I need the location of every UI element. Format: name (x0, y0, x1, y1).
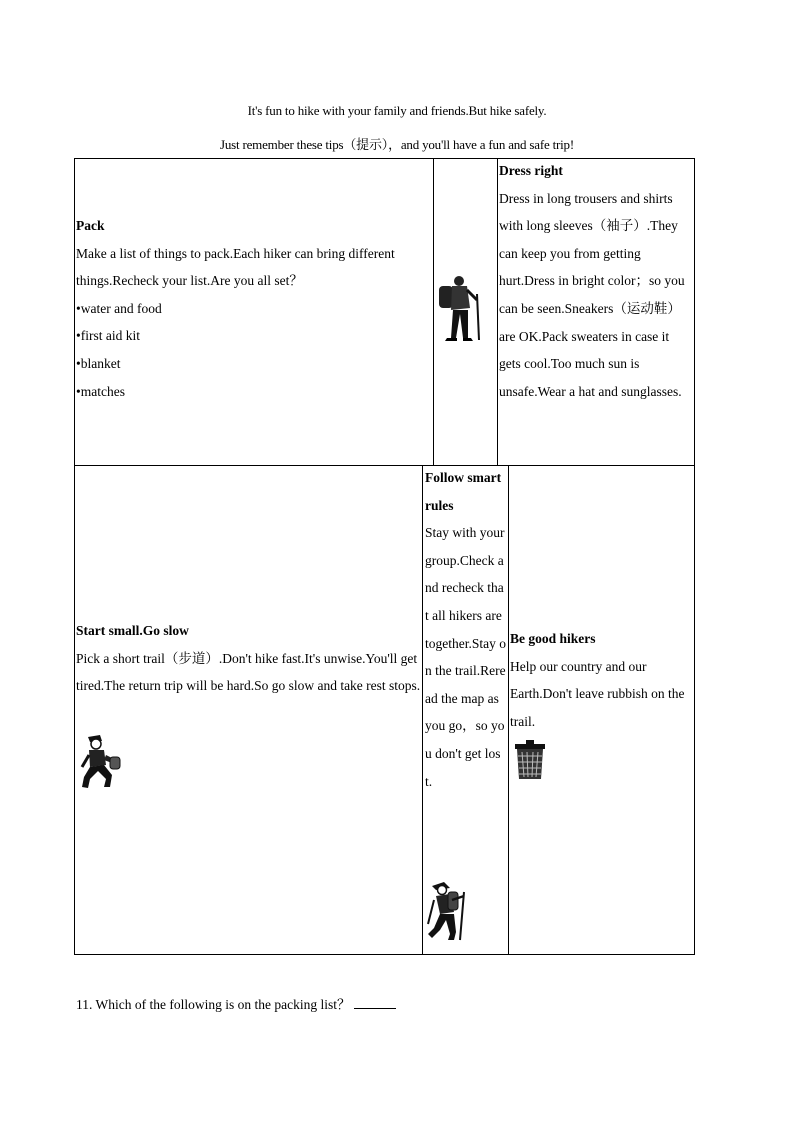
answer-blank[interactable] (354, 996, 396, 1009)
follow-section (425, 464, 507, 795)
dress-body: Dress in long trousers and shirts with long sleeves（袖子）.They can keep you from getting hurt.Dress in bright color；so you can be seen.Sneakers（运动鞋）are OK.Pack sweaters in case it gets cool.Too much sun is unsafe.Wear a hat and sunglasses. (499, 190, 685, 399)
sitting-hiker-icon (80, 733, 122, 791)
follow-body: Stay with your group.Check and recheck that all hikers are together.Stay on the trail.Reread the map as you go，so you don't get lost. (425, 525, 506, 789)
start-cell (74, 465, 423, 955)
good-hikers-heading: Be good hikers (510, 631, 596, 646)
dress-heading: Dress right (499, 163, 563, 178)
start-heading: Start small.Go slow (76, 623, 189, 638)
start-section (76, 617, 421, 700)
pack-item: •water and food (76, 300, 162, 316)
start-body: Pick a short trail（步道）.Don't hike fast.It's unwise.You'll get tired.The return trip will be hard.So go slow and take rest stops. (76, 650, 421, 694)
pack-item: •matches (76, 383, 125, 399)
pack-item: •blanket (76, 355, 121, 371)
good-hikers-section (510, 625, 690, 735)
pack-item: •first aid kit (76, 328, 140, 344)
follow-heading: Follow smart rules (425, 470, 502, 513)
pack-body: Make a list of things to pack.Each hiker can bring different things.Recheck your list.Are you all set？ (76, 245, 395, 289)
intro-line-1: It's fun to hike with your family and friends.But hike safely. (247, 103, 547, 118)
pack-section (76, 212, 416, 405)
rubbish-bin-icon (514, 740, 546, 780)
intro-line-2: Just remember these tips（提示），and you'll have a fun and safe trip! (220, 137, 574, 152)
pack-heading: Pack (76, 218, 105, 233)
good-hikers-body: Help our country and our Earth.Don't leave rubbish on the trail. (510, 658, 685, 729)
hiker-with-backpack-icon (437, 272, 485, 344)
dress-section (499, 157, 689, 405)
question-text: Which of the following is on the packing list？ (92, 997, 351, 1012)
question-number: 11. (76, 997, 93, 1012)
question-11 (76, 993, 396, 1013)
walking-hiker-icon (426, 880, 470, 942)
